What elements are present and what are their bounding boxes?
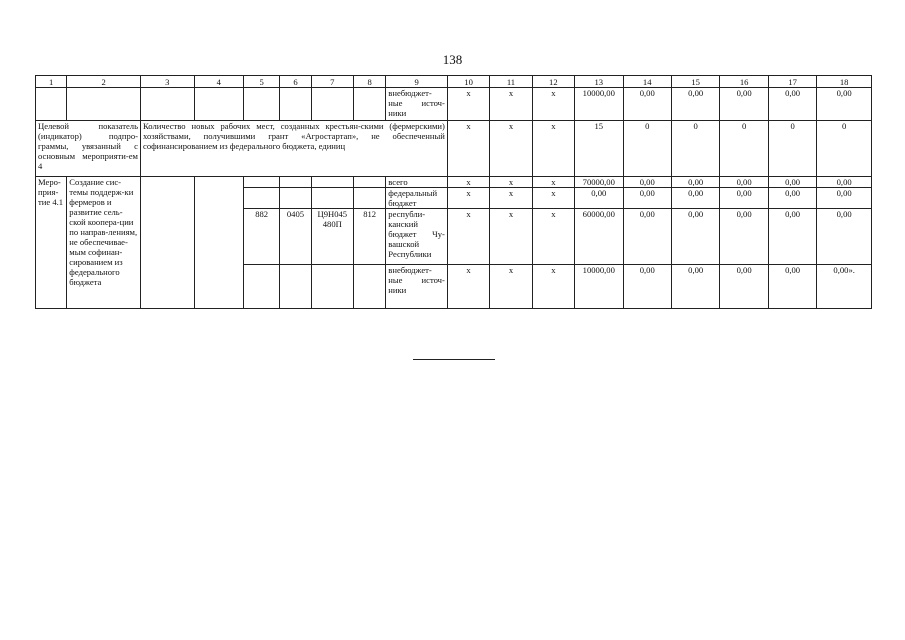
expense-type-code: 812 xyxy=(354,209,386,265)
col-header: 4 xyxy=(194,76,243,88)
funding-source: внебюджет-ные источ-ники xyxy=(386,88,448,121)
col-header: 1 xyxy=(36,76,67,88)
col-header: 10 xyxy=(447,76,489,88)
cell-value: х xyxy=(447,177,489,188)
col-header: 15 xyxy=(671,76,719,88)
cell-value: х xyxy=(447,188,489,209)
col-header: 13 xyxy=(575,76,623,88)
col-header: 3 xyxy=(141,76,195,88)
cell-value: 0,00 xyxy=(720,209,768,265)
cell-value: х xyxy=(490,209,532,265)
col-header: 11 xyxy=(490,76,532,88)
cell-value: 10000,00 xyxy=(575,88,623,121)
cell-value: х xyxy=(532,121,574,177)
cell-value: х xyxy=(532,265,574,309)
table-row xyxy=(36,177,872,188)
cell-value: х xyxy=(447,209,489,265)
cell-value: 0,00 xyxy=(623,209,671,265)
col-header: 12 xyxy=(532,76,574,88)
footer-divider xyxy=(413,359,495,360)
cell-value: 0,00 xyxy=(623,188,671,209)
cell-value: 0 xyxy=(623,121,671,177)
cell-value: х xyxy=(532,188,574,209)
cell-value: 10000,00 xyxy=(575,265,623,309)
col-header: 5 xyxy=(243,76,279,88)
cell-value: х xyxy=(532,177,574,188)
cell-value: 0 xyxy=(817,121,872,177)
funding-source: федеральный бюджет xyxy=(386,188,448,209)
col-header: 14 xyxy=(623,76,671,88)
cell-value: 0,00 xyxy=(768,265,816,309)
section-code: 0405 xyxy=(280,209,311,265)
cell-value: 0,00 xyxy=(671,177,719,188)
cell-value: 0,00 xyxy=(817,177,872,188)
cell-value: 60000,00 xyxy=(575,209,623,265)
cell-value: 0,00 xyxy=(817,88,872,121)
cell-value: 0,00 xyxy=(623,265,671,309)
page-number: 138 xyxy=(442,52,463,67)
measure-name: Создание сис-темы поддерж-ки фермеров и развитие сель-ской коопера-ции по направ-лениям, не обеспечивае-мым софинан-сированием из федерального бюджета xyxy=(67,177,141,309)
cell-value: 0,00 xyxy=(671,88,719,121)
cell-value: 0,00 xyxy=(768,88,816,121)
cell-value: х xyxy=(490,88,532,121)
budget-table xyxy=(35,75,872,309)
col-header: 2 xyxy=(67,76,141,88)
cell-value: 0,00 xyxy=(768,177,816,188)
cell-value: х xyxy=(532,209,574,265)
col-header: 9 xyxy=(386,76,448,88)
cell-value: 0,00 xyxy=(623,88,671,121)
cell-value: 0,00 xyxy=(768,188,816,209)
cell-value: 70000,00 xyxy=(575,177,623,188)
funding-source: всего xyxy=(386,177,448,188)
indicator-row xyxy=(36,121,872,177)
cell-value: х xyxy=(490,265,532,309)
cell-value: х xyxy=(447,88,489,121)
cell-value: 15 xyxy=(575,121,623,177)
cell-value: х xyxy=(490,121,532,177)
cell-value: х xyxy=(490,177,532,188)
cell-value: 0,00 xyxy=(817,209,872,265)
cell-value: х xyxy=(532,88,574,121)
col-header: 18 xyxy=(817,76,872,88)
cell-value: 0,00 xyxy=(817,188,872,209)
cell-value: 0,00 xyxy=(720,177,768,188)
cell-value: 0,00». xyxy=(817,265,872,309)
cell-value: 0 xyxy=(671,121,719,177)
cell-value: 0,00 xyxy=(671,188,719,209)
cell-value: х xyxy=(447,265,489,309)
cell-value: 0,00 xyxy=(720,265,768,309)
indicator-label: Целевой показатель (индикатор) подпро-граммы, увязанный с основным мероприяти-ем 4 xyxy=(36,121,141,177)
funding-source: республи-канский бюджет Чу-вашской Республики xyxy=(386,209,448,265)
cell-value: 0,00 xyxy=(720,88,768,121)
measure-code: Меро-прия-тие 4.1 xyxy=(36,177,67,309)
cell-value: х xyxy=(490,188,532,209)
col-header: 6 xyxy=(280,76,311,88)
cell-value: х xyxy=(447,121,489,177)
col-header: 17 xyxy=(768,76,816,88)
cell-value: 0,00 xyxy=(768,209,816,265)
cell-value: 0,00 xyxy=(575,188,623,209)
cell-value: 0,00 xyxy=(623,177,671,188)
cell-value: 0 xyxy=(720,121,768,177)
col-header: 16 xyxy=(720,76,768,88)
target-article-code: Ц9Н045 480П xyxy=(311,209,353,265)
cell-value: 0 xyxy=(768,121,816,177)
cell-value: 0,00 xyxy=(720,188,768,209)
column-number-row xyxy=(36,76,872,88)
cell-value: 0,00 xyxy=(671,209,719,265)
table-row xyxy=(36,88,872,121)
col-header: 8 xyxy=(354,76,386,88)
admin-code: 882 xyxy=(243,209,279,265)
funding-source: внебюджет-ные источ-ники xyxy=(386,265,448,309)
cell-value: 0,00 xyxy=(671,265,719,309)
indicator-text: Количество новых рабочих мест, созданных крестьян-скими (фермерскими) хозяйствами, получившими грант «Агростартап», не обеспеченный софинансированием из федерального бюджета, единиц xyxy=(141,121,448,177)
col-header: 7 xyxy=(311,76,353,88)
